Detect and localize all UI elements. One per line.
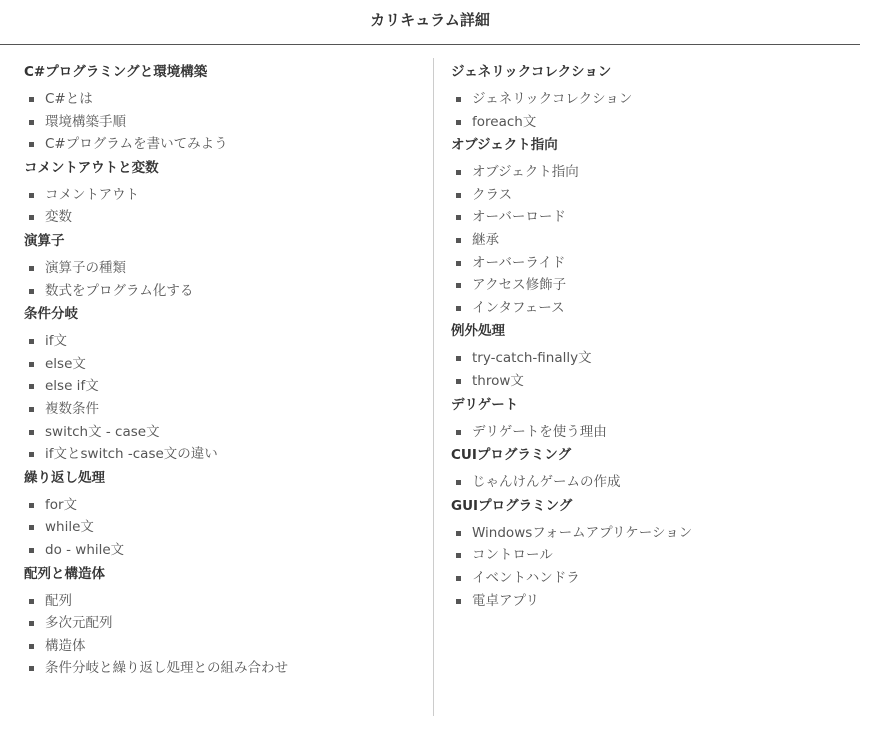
- list-item-label: 複数条件: [45, 400, 99, 417]
- curriculum-section: [451, 443, 861, 494]
- list-item: [24, 184, 424, 207]
- curriculum-section: [451, 494, 861, 612]
- square-bullet-icon: [29, 452, 34, 457]
- section-item-list: [451, 347, 861, 392]
- section-title: GUIプログラミング: [451, 497, 573, 514]
- list-item: [451, 567, 861, 590]
- list-item: [24, 443, 424, 466]
- page-title: カリキュラム詳細: [0, 0, 860, 45]
- square-bullet-icon: [456, 193, 461, 198]
- curriculum-column-right: [451, 60, 861, 612]
- curriculum-section: [24, 229, 424, 302]
- list-item-label: デリゲートを使う理由: [472, 423, 607, 440]
- section-item-list: [451, 471, 861, 494]
- square-bullet-icon: [29, 339, 34, 344]
- curriculum-section: [451, 133, 861, 319]
- list-item-label: コントロール: [472, 547, 553, 564]
- list-item: [24, 206, 424, 229]
- list-item: [24, 88, 424, 111]
- square-bullet-icon: [29, 599, 34, 604]
- section-item-list: [24, 88, 424, 156]
- square-bullet-icon: [29, 666, 34, 671]
- square-bullet-icon: [29, 430, 34, 435]
- curriculum-section: [24, 466, 424, 562]
- list-item: [451, 544, 861, 567]
- list-item-label: 変数: [45, 209, 72, 226]
- list-item-label: 条件分岐と繰り返し処理との組み合わせ: [45, 660, 288, 677]
- list-item-label: C#とは: [45, 91, 93, 107]
- list-item: [451, 111, 861, 134]
- list-item-label: try-catch-finally文: [472, 350, 592, 367]
- list-item-label: オーバーライド: [472, 254, 566, 271]
- square-bullet-icon: [456, 170, 461, 175]
- section-item-list: [24, 590, 424, 680]
- section-item-list: [451, 88, 861, 133]
- square-bullet-icon: [456, 531, 461, 536]
- section-title: CUIプログラミング: [451, 447, 572, 464]
- square-bullet-icon: [456, 480, 461, 485]
- list-item: [24, 280, 424, 303]
- list-item-label: foreach文: [472, 113, 537, 130]
- list-item-label: throw文: [472, 372, 524, 389]
- column-divider: [433, 58, 434, 716]
- list-item: [24, 635, 424, 658]
- list-item: [451, 252, 861, 275]
- list-item-label: while文: [45, 519, 94, 536]
- section-title: 条件分岐: [24, 306, 78, 323]
- list-item-label: クラス: [472, 186, 513, 203]
- list-item-label: ジェネリックコレクション: [472, 91, 633, 107]
- list-item: [24, 516, 424, 539]
- square-bullet-icon: [456, 599, 461, 604]
- list-item-label: 演算子の種類: [45, 259, 126, 276]
- section-title: デリゲート: [451, 396, 519, 413]
- section-title: 例外処理: [451, 323, 505, 340]
- square-bullet-icon: [29, 407, 34, 412]
- square-bullet-icon: [456, 576, 461, 581]
- list-item: [451, 370, 861, 393]
- square-bullet-icon: [456, 215, 461, 220]
- list-item: [451, 347, 861, 370]
- list-item: [24, 590, 424, 613]
- square-bullet-icon: [456, 430, 461, 435]
- list-item: [451, 184, 861, 207]
- square-bullet-icon: [456, 379, 461, 384]
- section-item-list: [24, 494, 424, 562]
- square-bullet-icon: [29, 644, 34, 649]
- list-item: [24, 330, 424, 353]
- list-item-label: じゃんけんゲームの作成: [472, 474, 621, 491]
- list-item-label: 数式をプログラム化する: [45, 282, 194, 299]
- square-bullet-icon: [456, 553, 461, 558]
- list-item-label: コメントアウト: [45, 186, 140, 203]
- list-item-label: 継承: [472, 231, 499, 248]
- list-item-label: 多次元配列: [45, 615, 113, 632]
- list-item: [24, 421, 424, 444]
- list-item: [24, 398, 424, 421]
- curriculum-section: [451, 393, 861, 444]
- section-item-list: [24, 330, 424, 466]
- list-item-label: Windowsフォームアプリケーション: [472, 524, 693, 541]
- list-item-label: do - while文: [45, 541, 125, 558]
- list-item-label: else文: [45, 355, 86, 372]
- square-bullet-icon: [456, 283, 461, 288]
- list-item-label: switch文 - case文: [45, 423, 160, 440]
- section-item-list: [451, 161, 861, 319]
- section-item-list: [24, 184, 424, 229]
- list-item: [451, 590, 861, 613]
- square-bullet-icon: [29, 525, 34, 530]
- square-bullet-icon: [29, 503, 34, 508]
- section-title: ジェネリックコレクション: [451, 64, 612, 80]
- list-item: [24, 375, 424, 398]
- list-item-label: 構造体: [45, 637, 86, 654]
- curriculum-column-left: [24, 60, 424, 680]
- list-item-label: if文: [45, 333, 68, 350]
- section-title: 繰り返し処理: [24, 469, 105, 486]
- square-bullet-icon: [29, 362, 34, 367]
- square-bullet-icon: [29, 621, 34, 626]
- list-item: [451, 522, 861, 545]
- list-item-label: 配列: [45, 592, 72, 609]
- section-item-list: [451, 421, 861, 444]
- square-bullet-icon: [29, 193, 34, 198]
- square-bullet-icon: [456, 306, 461, 311]
- list-item: [24, 612, 424, 635]
- list-item: [451, 471, 861, 494]
- list-item-label: if文とswitch -case文の違い: [45, 446, 218, 463]
- list-item-label: C#プログラムを書いてみよう: [45, 136, 228, 153]
- square-bullet-icon: [29, 97, 34, 102]
- section-title: オブジェクト指向: [451, 137, 558, 154]
- square-bullet-icon: [456, 238, 461, 243]
- square-bullet-icon: [29, 266, 34, 271]
- list-item: [451, 88, 861, 111]
- list-item: [451, 297, 861, 320]
- square-bullet-icon: [456, 97, 461, 102]
- list-item-label: イベントハンドラ: [472, 569, 580, 586]
- list-item: [451, 161, 861, 184]
- square-bullet-icon: [29, 548, 34, 553]
- section-item-list: [24, 257, 424, 302]
- list-item: [24, 494, 424, 517]
- square-bullet-icon: [456, 120, 461, 125]
- list-item-label: オブジェクト指向: [472, 164, 579, 181]
- list-item: [24, 353, 424, 376]
- list-item-label: インタフェース: [472, 299, 565, 316]
- square-bullet-icon: [456, 356, 461, 361]
- square-bullet-icon: [29, 142, 34, 147]
- square-bullet-icon: [29, 215, 34, 220]
- list-item-label: オーバーロード: [472, 209, 566, 226]
- list-item-label: for文: [45, 496, 78, 513]
- curriculum-section: [24, 60, 424, 156]
- list-item-label: アクセス修飾子: [472, 277, 567, 294]
- list-item: [24, 539, 424, 562]
- list-item: [24, 657, 424, 680]
- list-item: [24, 133, 424, 156]
- square-bullet-icon: [456, 261, 461, 266]
- section-item-list: [451, 522, 861, 612]
- square-bullet-icon: [29, 384, 34, 389]
- list-item-label: else if文: [45, 378, 99, 395]
- list-item: [451, 206, 861, 229]
- square-bullet-icon: [29, 289, 34, 294]
- section-title: 配列と構造体: [24, 565, 105, 582]
- list-item: [24, 111, 424, 134]
- section-title: コメントアウトと変数: [24, 159, 159, 176]
- list-item-label: 電卓アプリ: [472, 592, 539, 609]
- curriculum-section: [24, 156, 424, 229]
- curriculum-section: [24, 302, 424, 466]
- list-item: [24, 257, 424, 280]
- curriculum-section: [451, 319, 861, 392]
- list-item: [451, 229, 861, 252]
- curriculum-section: [24, 562, 424, 680]
- section-title: 演算子: [24, 232, 65, 249]
- curriculum-section: [451, 60, 861, 133]
- section-title: C#プログラミングと環境構築: [24, 64, 208, 80]
- list-item: [451, 421, 861, 444]
- square-bullet-icon: [29, 120, 34, 125]
- list-item-label: 環境構築手順: [45, 113, 126, 130]
- list-item: [451, 274, 861, 297]
